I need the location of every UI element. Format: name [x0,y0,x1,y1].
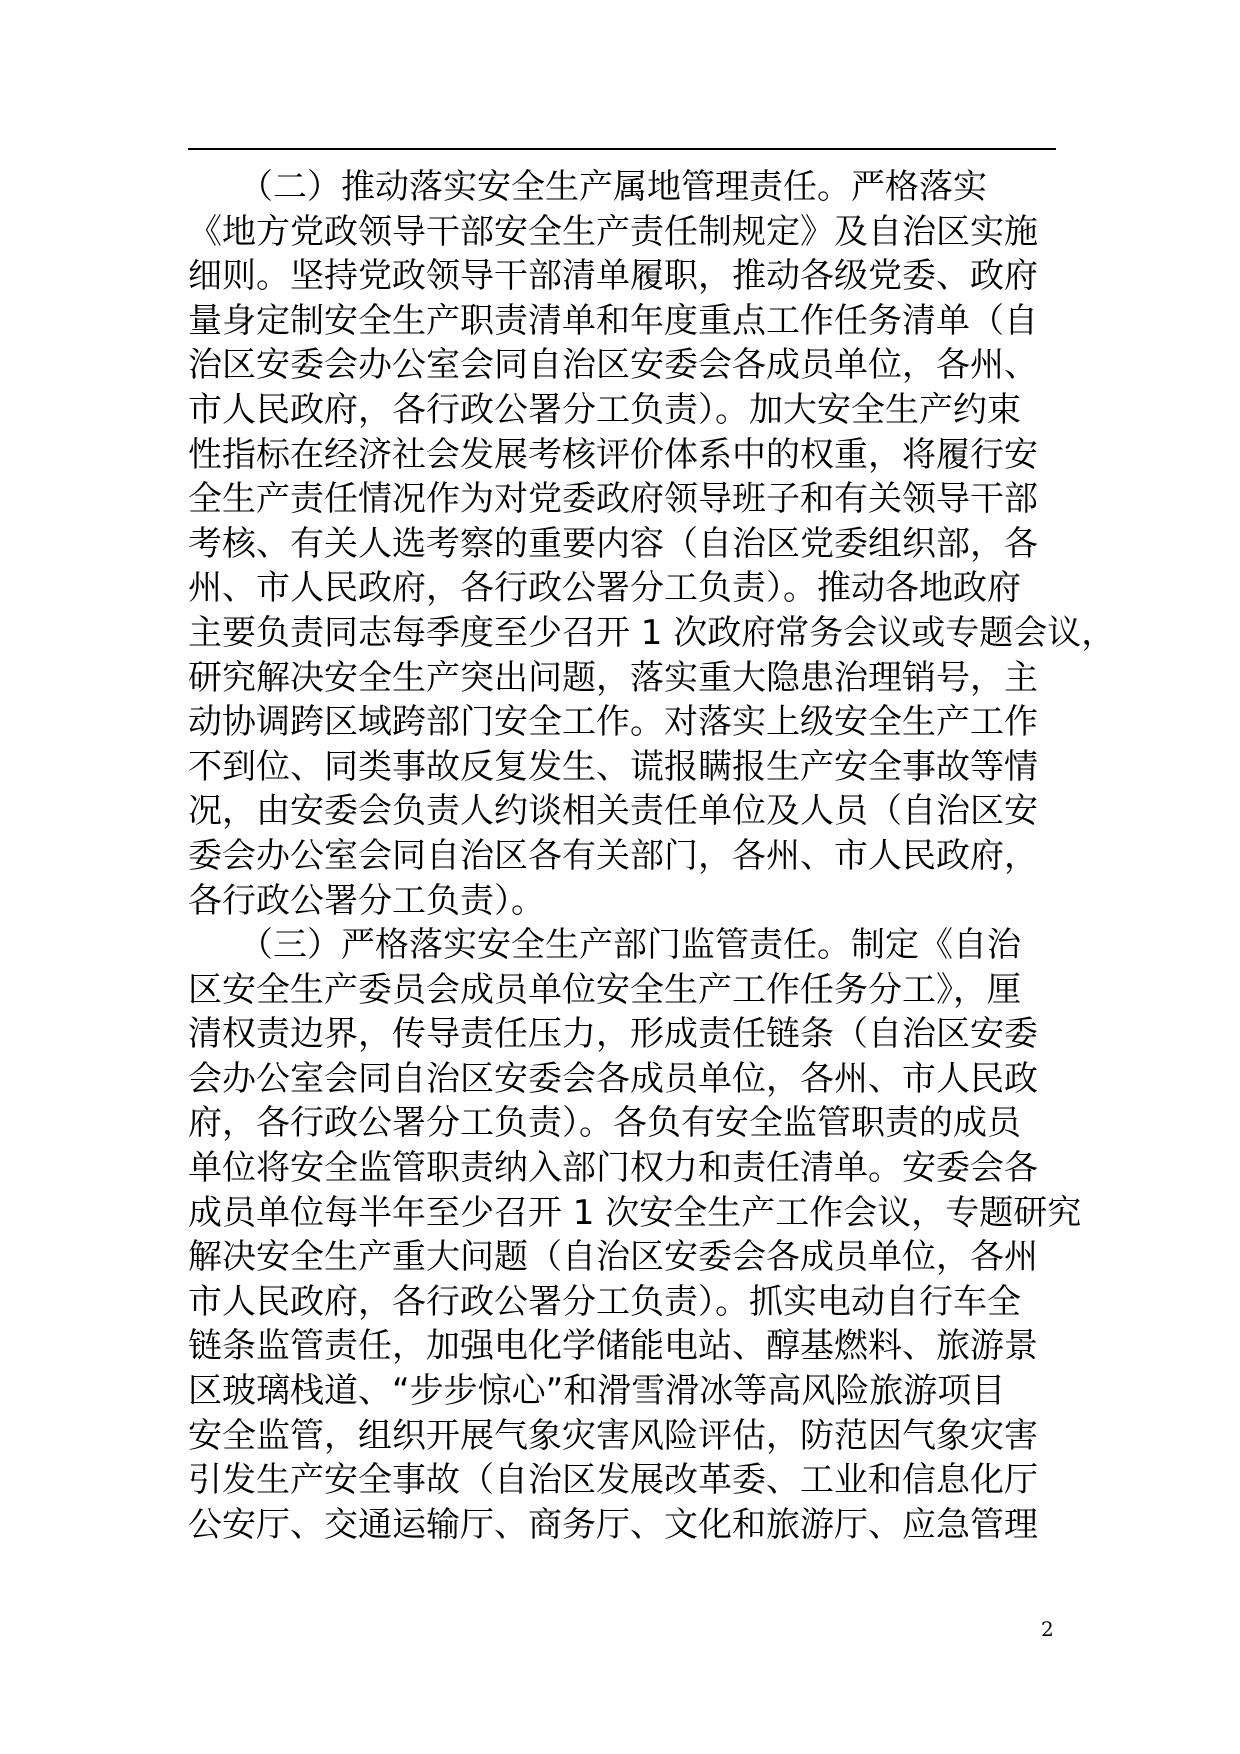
text-line: 细则。坚持党政领导干部清单履职，推动各级党委、政府 [188,256,1038,297]
text-line: 引发生产安全事故（自治区发展改革委、工业和信息化厅 [188,1460,1038,1501]
text-line: 公安厅、交通运输厅、商务厅、文化和旅游厅、应急管理 [188,1504,1038,1545]
text-line: 主要负责同志每季度至少召开 1 次政府常务会议或专题会议， [188,612,1116,653]
text-line: 区安全生产委员会成员单位安全生产工作任务分工》，厘 [188,969,1021,1010]
text-line: 安全监管，组织开展气象灾害风险评估，防范因气象灾害 [188,1415,1038,1456]
text-line: 链条监管责任，加强电化学储能电站、醇基燃料、旅游景 [188,1326,1038,1367]
text-line: 性指标在经济社会发展考核评价体系中的权重，将履行安 [188,434,1038,475]
text-line: 研究解决安全生产突出问题，落实重大隐患治理销号，主 [188,657,1038,698]
text-line: （二）推动落实安全生产属地管理责任。严格落实 [188,167,987,207]
text-line: 清权责边界，传导责任压力，形成责任链条（自治区安委 [188,1014,1038,1055]
text-line: 州、市人民政府，各行政公署分工负责）。推动各地政府 [188,568,1021,609]
text-line: 不到位、同类事故反复发生、谎报瞒报生产安全事故等情 [188,746,1038,787]
text-line: 单位将安全监管职责纳入部门权力和责任清单。安委会各 [188,1148,1038,1189]
text-line: 解决安全生产重大问题（自治区安委会各成员单位，各州 [188,1237,1038,1278]
text-line: （三）严格落实安全生产部门监管责任。制定《自治 [188,925,1021,966]
text-line: 量身定制安全生产职责清单和年度重点工作任务清单（自 [188,300,1038,341]
text-line: 委会办公室会同自治区各有关部门，各州、市人民政府， [188,835,1038,876]
text-line: 府，各行政公署分工负责）。各负有安全监管职责的成员 [188,1103,1021,1144]
text-line: 各行政公署分工负责）。 [188,880,545,921]
text-line: 动协调跨区域跨部门安全工作。对落实上级安全生产工作 [188,702,1038,743]
page-number: 2 [1041,1617,1054,1641]
body-text [188,165,1116,1547]
text-line: 治区安委会办公室会同自治区安委会各成员单位，各州、 [188,345,1038,386]
header-rule [188,148,1056,150]
text-line: 市人民政府，各行政公署分工负责）。抓实电动自行车全 [188,1281,1021,1322]
text-line: 区玻璃栈道、“步步惊心”和滑雪滑冰等高风险旅游项目 [188,1371,1006,1412]
text-line: 成员单位每半年至少召开 1 次安全生产工作会议，专题研究 [188,1192,1082,1233]
text-line: 会办公室会同自治区安委会各成员单位，各州、市人民政 [188,1058,1038,1099]
text-line: 全生产责任情况作为对党委政府领导班子和有关领导干部 [188,479,1038,520]
text-line: 考核、有关人选考察的重要内容（自治区党委组织部，各 [188,523,1038,564]
text-line: 《地方党政领导干部安全生产责任制规定》及自治区实施 [188,211,1038,252]
text-line: 市人民政府，各行政公署分工负责）。加大安全生产约束 [188,389,1021,430]
text-line: 况，由安委会负责人约谈相关责任单位及人员（自治区安 [188,791,1038,832]
